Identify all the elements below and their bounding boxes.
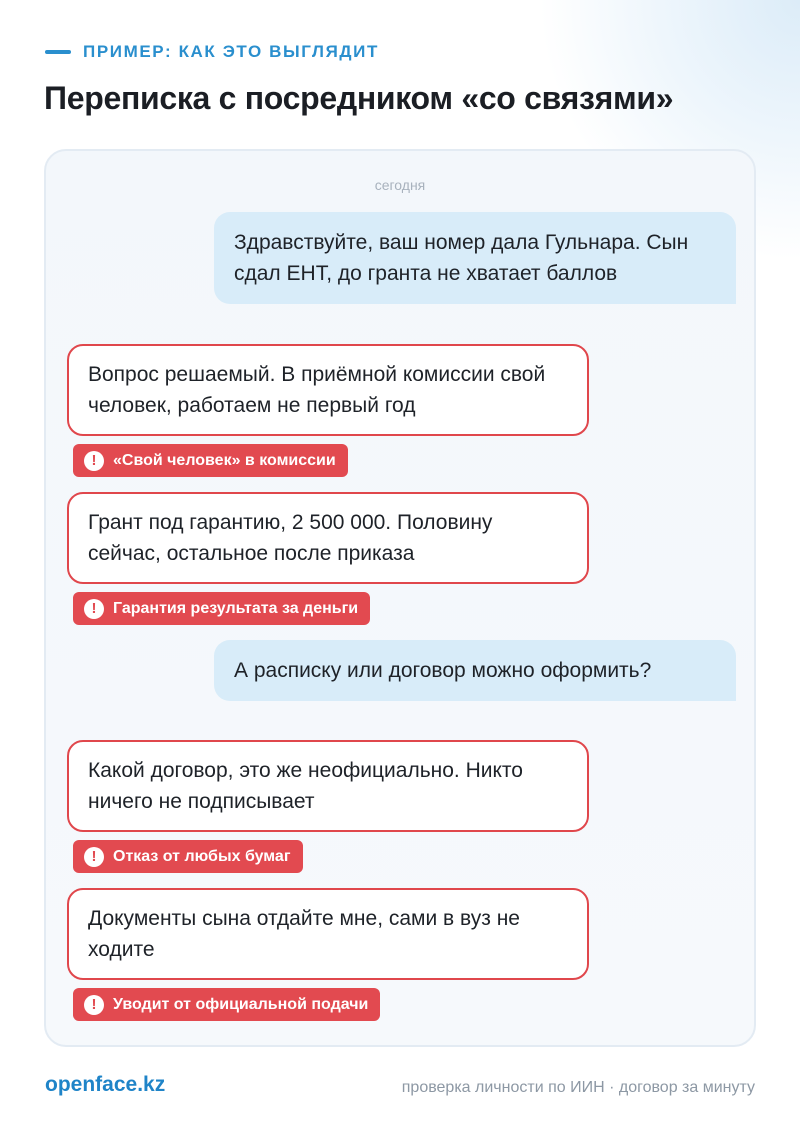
message-incoming: Какой договор, это же неофициально. Никто ничего не подписывает [67,740,589,832]
warning-flag [73,988,380,1021]
eyebrow [45,42,379,62]
message-incoming: Документы сына отдайте мне, сами в вуз не ходите [67,888,589,980]
warning-flag-label: «Свой человек» в комиссии [113,451,336,469]
brand-link[interactable]: openface.kz [45,1073,166,1096]
footer-tagline: проверка личности по ИИН · договор за минуту [401,1079,755,1096]
message-outgoing: Здравствуйте, ваш номер дала Гульнара. Сын сдал ЕНТ, до гранта не хватает баллов [214,212,736,304]
warning-flag-label: Отказ от любых бумаг [113,847,291,865]
exclamation-circle-icon: ! [84,451,104,471]
exclamation-circle-icon: ! [84,995,104,1015]
eyebrow-label: ПРИМЕР: КАК ЭТО ВЫГЛЯДИТ [83,42,379,61]
exclamation-circle-icon: ! [84,599,104,619]
eyebrow-dash [45,50,71,54]
date-separator: сегодня [374,177,426,193]
warning-flag [73,592,370,625]
warning-flag-label: Уводит от официальной подачи [113,995,369,1013]
message-incoming: Грант под гарантию, 2 500 000. Половину сейчас, остальное после приказа [67,492,589,584]
page-title: Переписка с посредником «со связями» [44,80,674,116]
exclamation-circle-icon: ! [84,847,104,867]
warning-flag-label: Гарантия результата за деньги [113,599,359,617]
message-outgoing: А расписку или договор можно оформить? [214,640,736,701]
warning-flag [73,444,348,477]
message-incoming: Вопрос решаемый. В приёмной комиссии свой человек, работаем не первый год [67,344,589,436]
warning-flag [73,840,303,873]
chat-window [44,149,756,1047]
